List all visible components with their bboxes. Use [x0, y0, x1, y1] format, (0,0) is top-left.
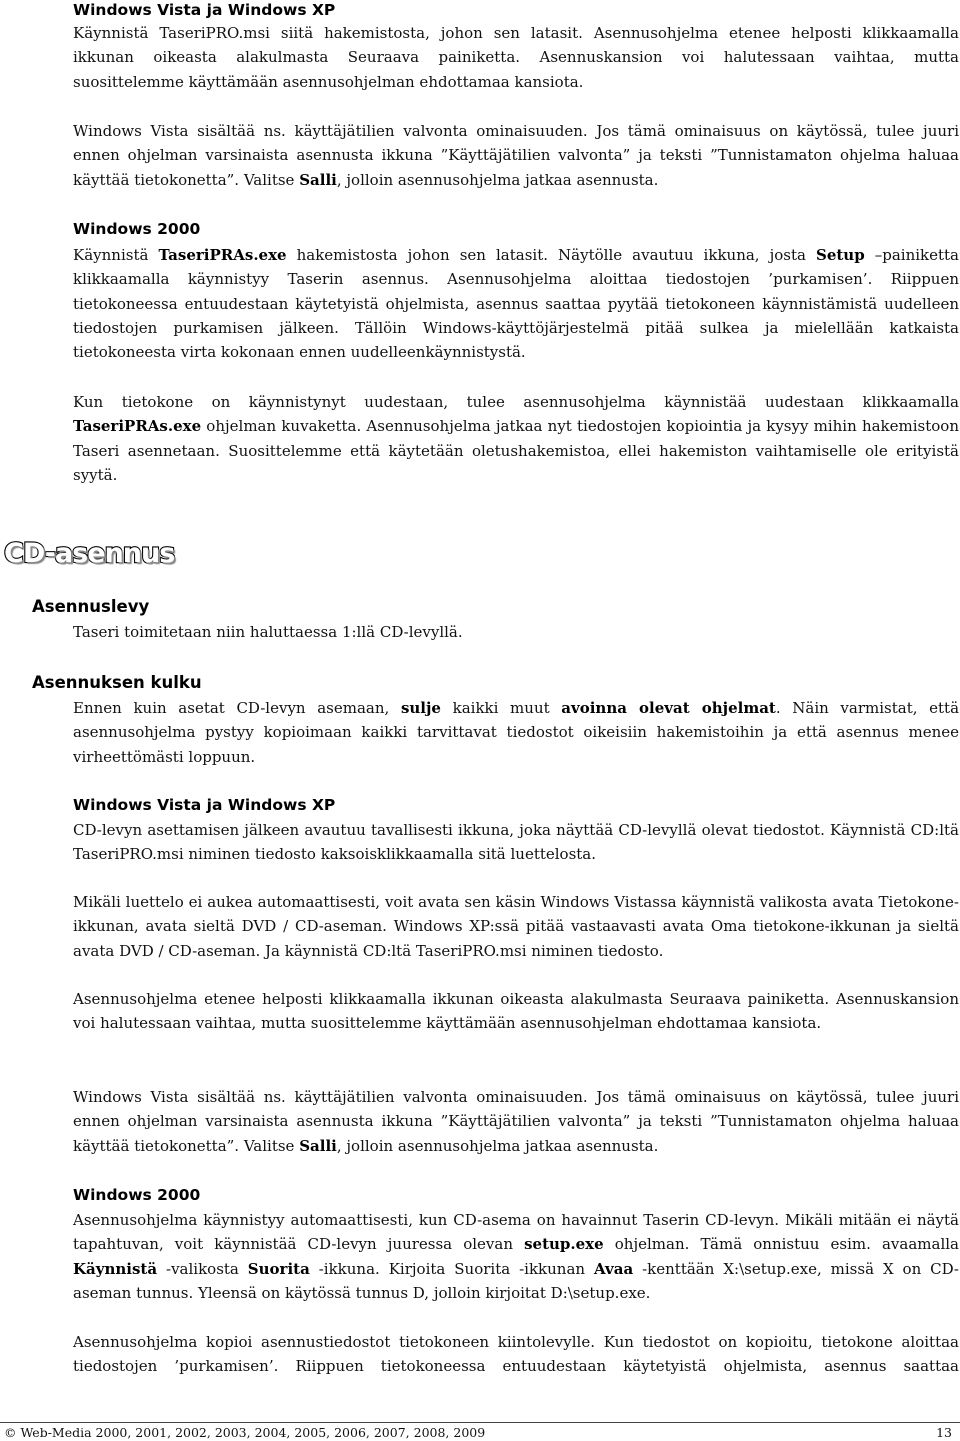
- heading-asennuksen-kulku: Asennuksen kulku: [32, 673, 202, 692]
- paragraph-w2000-install: [73, 243, 959, 364]
- text-line: Käynnistä TaseriPRO.msi siitä hakemistosta, johon sen latasit. Asennusohjelma etenee helposti klikkaamalla: [73, 24, 959, 42]
- heading-windows-2000-top: Windows 2000: [73, 220, 201, 238]
- text-run: -ikkuna. Kirjoita Suorita -ikkunan: [309, 1259, 594, 1278]
- text-run: ohjelman. Tämä onnistuu esim. avaamalla: [603, 1235, 960, 1254]
- heading-asennuslevy: Asennuslevy: [32, 597, 150, 616]
- bold-setup-exe: setup.exe: [524, 1235, 604, 1254]
- paragraph-cd-vista-open: CD-levyn asettamisen jälkeen avautuu tavallisesti ikkuna, joka näyttää CD-levyllä olevat tiedostot. Käynnistä CD:ltä TaseriPRO.msi niminen tiedosto kaksoisklikkaamalla sitä luettelosta.: [73, 821, 959, 864]
- heading-windows-vista-xp-cd: Windows Vista ja Windows XP: [73, 796, 336, 814]
- paragraph-cd-vista-uac: [73, 1085, 959, 1158]
- bold-suorita: Suorita: [247, 1259, 310, 1278]
- text-run: –painiketta klikkaamalla käynnistyy Taserin asennus. Asennusohjelma aloittaa tiedostojen ’purkamisen’. Riippuen tietokoneessa entuudestaan käytetyistä ohjelmista, asennus saattaa pyytää tietokoneen käynnistämistä uudelleen tiedostojen purkamisen jälkeen. Tällöin Windows-käyttöjärjestelmä pitää sulkea ja mielellään katkaista tietokoneesta virta kokonaan ennen uudelleenkäynnistystä.: [73, 246, 959, 362]
- text-line: suosittelemme käyttämään asennusohjelman ehdottamaa kansiota.: [73, 72, 584, 91]
- paragraph-w2000-restart: [73, 390, 959, 487]
- text-run: Windows Vista sisältää ns. käyttäjätilien valvonta ominaisuuden. Jos tämä ominaisuus on käytössä, tulee juuri ennen ohjelman varsinaista asennusta ikkuna ”Käyttäjätilien valvonta” ja teksti ”Tunnistamaton ohjelma haluaa käyttää tietokonetta”. Valitse: [73, 122, 959, 189]
- footer-page-number: 13: [936, 1425, 952, 1440]
- bold-sulje: sulje: [400, 699, 441, 717]
- text-run: Asennusohjelma kopioi asennustiedostot tietokoneen kiintolevylle. Kun tiedostot on kopioitu, tietokone aloittaa tiedostojen ’purkamisen’. Riippuen tietokoneessa entuudestaan käytetyistä ohjelmista, asennus saattaa: [73, 1333, 959, 1376]
- text-run: ohjelman kuvaketta. Asennusohjelma jatkaa nyt tiedostojen kopiointia ja kysyy mihin hakemistoon Taseri asennetaan. Suosittelemme että käytetään oletushakemistoa, ellei hakemiston vaihtamiselle ole erityistä syytä.: [73, 417, 959, 484]
- paragraph-cd-w2000-copy: [73, 1330, 959, 1379]
- text-line: ikkunan oikeasta alakulmasta Seuraava painiketta. Asennuskansion voi halutessaan vaihtaa, mutta: [73, 48, 959, 67]
- text-run: , jolloin asennusohjelma jatkaa asennusta.: [336, 1136, 659, 1155]
- bold-avaa: Avaa: [594, 1259, 634, 1278]
- bold-avoinna-olevat-ohjelmat: avoinna olevat ohjelmat: [561, 699, 776, 717]
- heading-cd-asennus: CD-asennus: [4, 538, 175, 569]
- heading-windows-2000-cd: Windows 2000: [73, 1186, 201, 1204]
- text-run: hakemistosta johon sen latasit. Näytölle avautuu ikkuna, josta: [286, 246, 816, 264]
- paragraph-asennuksen-kulku: [73, 696, 959, 769]
- bold-taseripras: TaseriPRAs.exe: [73, 417, 202, 436]
- heading-windows-vista-xp-top: Windows Vista ja Windows XP: [73, 1, 336, 19]
- text-run: -kenttään X:\setup.exe, missä X on CD-aseman tunnus. Yleensä on käytössä tunnus D, jolloin kirjoitat D:\setup.exe.: [73, 1259, 960, 1302]
- paragraph-cd-vista-manual: Mikäli luettelo ei aukea automaattisesti, voit avata sen käsin Windows Vistassa käynnistä valikosta avata Tietokone-ikkunan, avata sieltä DVD / CD-aseman. Windows XP:ssä pitää vastaavasti avata Oma tietokone-ikkunan ja sieltä avata DVD / CD-aseman. Ja käynnistä CD:ltä TaseriPRO.msi niminen tiedosto.: [73, 893, 959, 960]
- page-footer: [0, 1422, 960, 1441]
- text-run: Käynnistä: [73, 246, 159, 264]
- bold-kaynnista: Käynnistä: [73, 1259, 158, 1278]
- bold-setup: Setup: [815, 246, 865, 264]
- bold-taseripras: TaseriPRAs.exe: [158, 246, 287, 264]
- text-run: -valikosta: [157, 1259, 248, 1278]
- paragraph-vista-xp-install: [73, 21, 959, 94]
- bold-salli: Salli: [299, 170, 337, 189]
- bold-salli: Salli: [299, 1136, 337, 1155]
- paragraph-asennuslevy: Taseri toimitetaan niin haluttaessa 1:llä CD-levyllä.: [73, 623, 463, 641]
- text-run: , jolloin asennusohjelma jatkaa asennusta.: [336, 170, 659, 189]
- text-run: kaikki muut: [440, 699, 562, 717]
- text-run: Windows Vista sisältää ns. käyttäjätilien valvonta ominaisuuden. Jos tämä ominaisuus on käytössä, tulee juuri ennen ohjelman varsinaista asennusta ikkuna ”Käyttäjätilien valvonta” ja teksti ”Tunnistamaton ohjelma haluaa käyttää tietokonetta”. Valitse: [73, 1088, 959, 1155]
- text-run: . Näin varmistat, että asennusohjelma pystyy kopioimaan kaikki tarvittavat tiedostot oikeisiin hakemistoihin ja että asennus menee virheettömästi loppuun.: [73, 699, 960, 766]
- footer-copyright: © Web-Media 2000, 2001, 2002, 2003, 2004, 2005, 2006, 2007, 2008, 2009: [4, 1425, 486, 1440]
- paragraph-cd-w2000-autorun: [73, 1208, 959, 1305]
- text-run: Kun tietokone on käynnistynyt uudestaan, tulee asennusohjelma käynnistää uudestaan klikkaamalla: [73, 393, 959, 411]
- paragraph-cd-vista-next: Asennusohjelma etenee helposti klikkaamalla ikkunan oikeasta alakulmasta Seuraava painiketta. Asennuskansion voi halutessaan vaihtaa, mutta suosittelemme käyttämään asennusohjelman ehdottamaa kansiota.: [73, 990, 959, 1033]
- text-run: Ennen kuin asetat CD-levyn asemaan,: [73, 699, 401, 717]
- text-run: Asennusohjelma käynnistyy automaattisesti, kun CD-asema on havainnut Taserin CD-levyn. Mikäli mitään ei näytä tapahtuvan, voit käynnistää CD-levyn juuressa olevan: [73, 1211, 959, 1254]
- paragraph-vista-uac: [73, 119, 959, 192]
